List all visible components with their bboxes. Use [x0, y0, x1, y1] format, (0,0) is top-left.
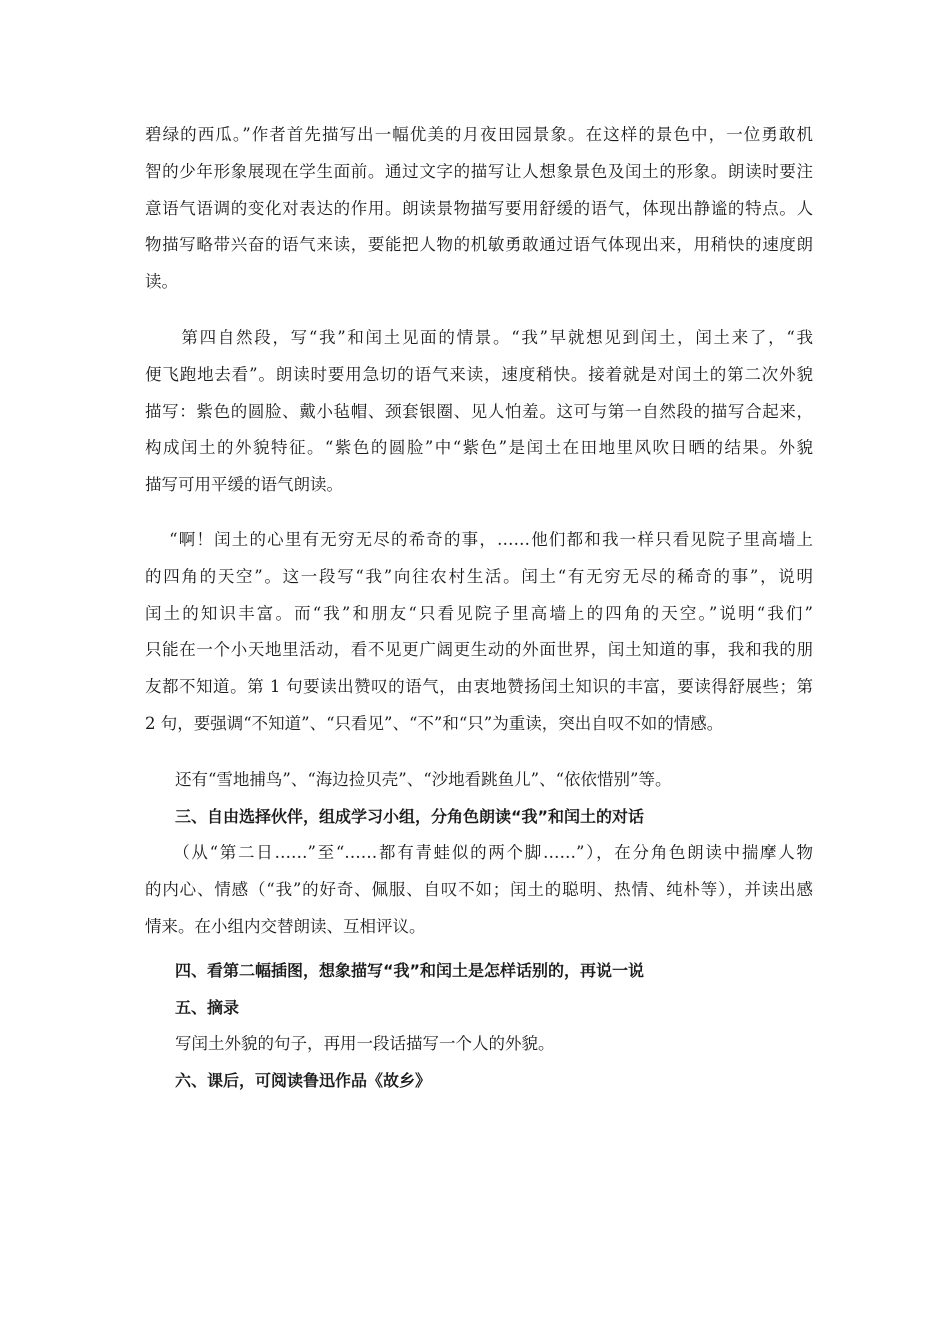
text-line: 2 句，要强调“不知道”、“只看见”、“不”和“只”为重读，突出自叹不如的情感。: [145, 713, 724, 733]
text-line: 描写：紫色的圆脸、戴小毡帽、颈套银圈、见人怕羞。这可与第一自然段的描写合起来，: [145, 401, 813, 421]
text-line: 意语气语调的变化对表达的作用。朗读景物描写要用舒缓的语气，体现出静谧的特点。人: [145, 198, 813, 218]
text-line: 描写可用平缓的语气朗读。: [145, 475, 343, 495]
paragraph-role-reading: [145, 835, 813, 945]
paragraph-fourth-section: [145, 320, 813, 504]
text-line: 只能在一个小天地里活动，看不见更广阔更生动的外面世界，闰土知道的事，我和我的朋: [145, 640, 813, 660]
text-line: 便飞跑地去看”。朗读时要用急切的语气来读，速度稍快。接着就是对闰土的第二次外貌: [145, 364, 813, 384]
text-line: （从“第二日……”至“……都有青蛙似的两个脚……”），在分角色朗读中揣摩人物: [145, 843, 813, 862]
text-line: 构成闰土的外貌特征。“紫色的圆脸”中“紫色”是闰土在田地里风吹日晒的结果。外貌: [145, 438, 813, 458]
text-line: 物描写略带兴奋的语气来读，要能把人物的机敏勇敢通过语气体现出来，用稍快的速度朗: [145, 235, 813, 255]
text-line: “啊！闰土的心里有无穷无尽的希奇的事，……他们都和我一样只看见院子里高墙上: [145, 530, 813, 549]
section-heading-3: 三、自由选择伙伴，组成学习小组，分角色朗读“我”和闰土的对话: [175, 807, 645, 826]
text-line: 读。: [145, 272, 178, 292]
text-line: 友都不知道。第 1 句要读出赞叹的语气，由衷地赞扬闰土知识的丰富，要读得舒展些；第: [145, 677, 813, 697]
text-line: 的内心、情感（“我”的好奇、佩服、自叹不如；闰土的聪明、热情、纯朴等），并读出感: [145, 879, 813, 899]
paragraph-excerpt-task: 写闰土外貌的句子，再用一段话描写一个人的外貌。: [175, 1034, 555, 1053]
text-line: 第四自然段，写“我”和闰土见面的情景。“我”早就想见到闰土，闰土来了，“我: [145, 328, 813, 347]
paragraph-other-episodes: 还有“雪地捕鸟”、“海边捡贝壳”、“沙地看跳鱼儿”、“依依惜别”等。: [175, 770, 672, 789]
section-heading-6: 六、课后，可阅读鲁迅作品《故乡》: [175, 1071, 432, 1090]
section-heading-4: 四、看第二幅插图，想象描写“我”和闰土是怎样话别的，再说一说: [175, 961, 645, 980]
text-line: 闰土的知识丰富。而“我”和朋友“只看见院子里高墙上的四角的天空。”说明“我们”: [145, 603, 813, 623]
paragraph-scenery-reading: [145, 117, 813, 301]
section-heading-5: 五、摘录: [175, 998, 240, 1017]
text-line: 智的少年形象展现在学生面前。通过文字的描写让人想象景色及闰土的形象。朗读时要注: [145, 161, 813, 181]
text-line: 的四角的天空”。这一段写“我”向往农村生活。闰土“有无穷无尽的稀奇的事”，说明: [145, 566, 813, 586]
paragraph-runtu-knowledge: [145, 522, 813, 743]
text-line: 情来。在小组内交替朗读、互相评议。: [145, 916, 426, 936]
text-line: 碧绿的西瓜。”作者首先描写出一幅优美的月夜田园景象。在这样的景色中，一位勇敢机: [145, 125, 813, 144]
